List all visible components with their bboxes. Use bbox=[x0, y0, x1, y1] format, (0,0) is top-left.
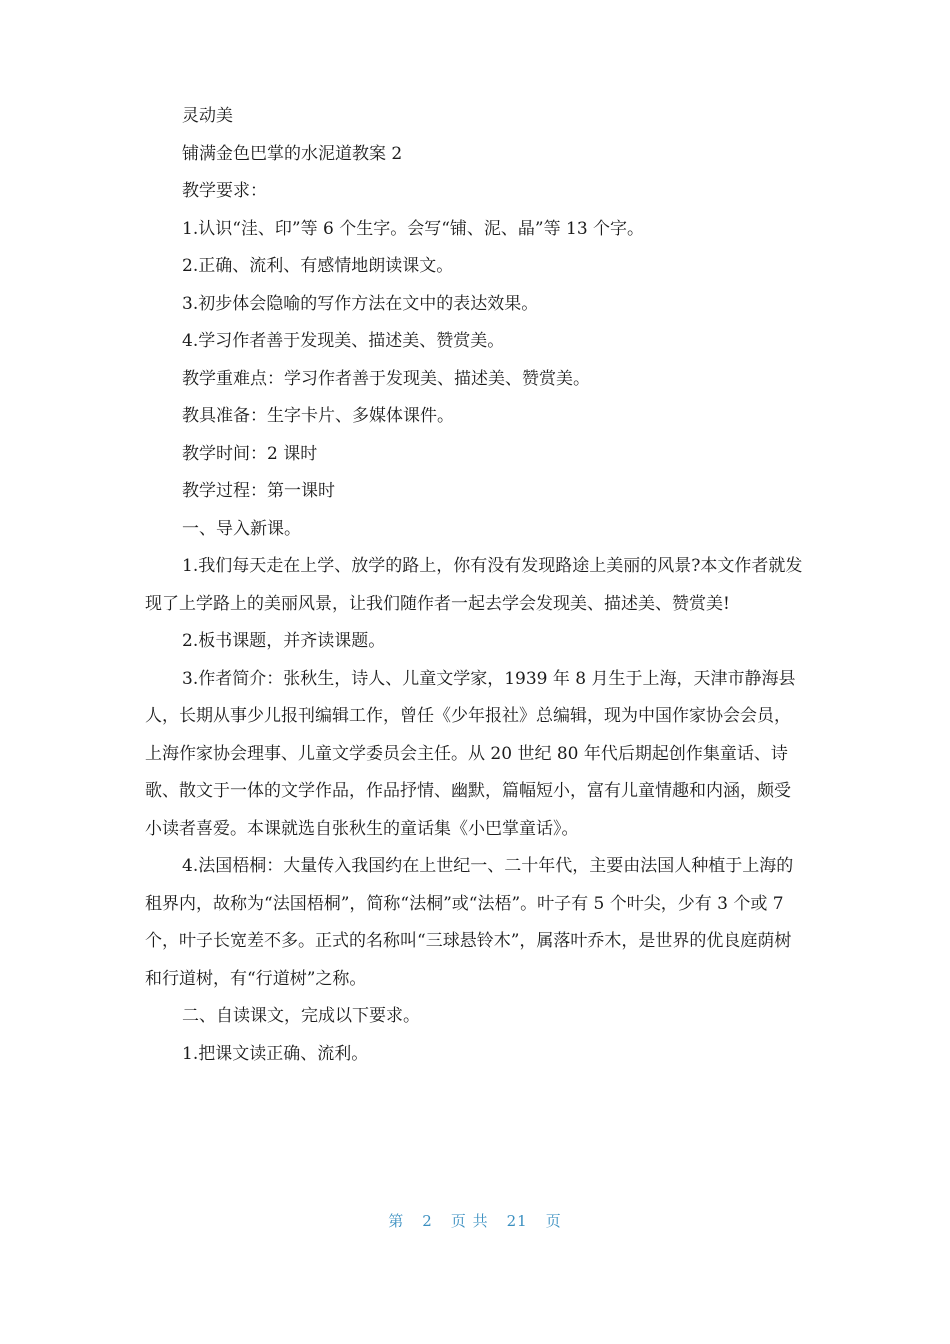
footer-prefix: 第 bbox=[388, 1212, 405, 1230]
paragraph: 灵动美 bbox=[182, 106, 233, 126]
footer-suffix: 页 bbox=[545, 1212, 562, 1230]
paragraph: 2.正确、流利、有感情地朗读课文。 bbox=[182, 256, 454, 276]
paragraph: 1.我们每天走在上学、放学的路上，你有没有发现路途上美丽的风景?本文作者就发现了上学路上的美丽风景，让我们随作者一起去学会发现美、描述美、赞赏美! bbox=[145, 556, 803, 614]
section-heading: 二、自读课文，完成以下要求。 bbox=[182, 1006, 420, 1026]
paragraph: 教学过程：第一课时 bbox=[182, 481, 335, 501]
paragraph: 1.把课文读正确、流利。 bbox=[182, 1043, 369, 1064]
paragraph: 教学时间：2 课时 bbox=[182, 443, 318, 464]
current-page-number: 2 bbox=[422, 1212, 433, 1230]
footer-middle: 页 共 bbox=[450, 1212, 489, 1230]
paragraph: 教学要求： bbox=[182, 181, 267, 201]
paragraph: 教学重难点：学习作者善于发现美、描述美、赞赏美。 bbox=[182, 368, 590, 389]
paragraph: 2.板书课题，并齐读课题。 bbox=[182, 631, 386, 651]
total-pages: 21 bbox=[506, 1212, 528, 1230]
page-body bbox=[145, 98, 807, 1073]
paragraph: 4.法国梧桐：大量传入我国约在上世纪一、二十年代，主要由法国人种植于上海的租界内，故称为“法国梧桐”，简称“法桐”或“法梧”。叶子有 5 个叶尖，少有 3 个或 7 个，叶子长宽差不多。正式的名称叫“三球悬铃木”，属落叶乔木，是世界的优良庭荫树和行道树，有“行道树”之称。 bbox=[145, 856, 794, 989]
section-heading: 一、导入新课。 bbox=[182, 518, 301, 539]
paragraph: 1.认识“洼、印”等 6 个生字。会写“铺、泥、晶”等 13 个字。 bbox=[182, 218, 645, 239]
paragraph: 教具准备：生字卡片、多媒体课件。 bbox=[182, 406, 454, 426]
paragraph: 3.初步体会隐喻的写作方法在文中的表达效果。 bbox=[182, 293, 539, 314]
paragraph: 4.学习作者善于发现美、描述美、赞赏美。 bbox=[182, 331, 505, 351]
page-footer bbox=[0, 1210, 950, 1231]
paragraph: 3.作者简介：张秋生，诗人、儿童文学家，1939 年 8 月生于上海，天津市静海县人，长期从事少儿报刊编辑工作，曾任《少年报社》总编辑，现为中国作家协会会员，上海作家协会理事、儿童文学委员会主任。从 20 世纪 80 年代后期起创作集童话、诗歌、散文于一体的文学作品，作品抒情、幽默，篇幅短小，富有儿童情趣和内涵，颇受小读者喜爱。本课就选自张秋生的童话集《小巴掌童话》。 bbox=[145, 668, 796, 839]
lesson-title: 铺满金色巴掌的水泥道教案 2 bbox=[182, 143, 403, 164]
